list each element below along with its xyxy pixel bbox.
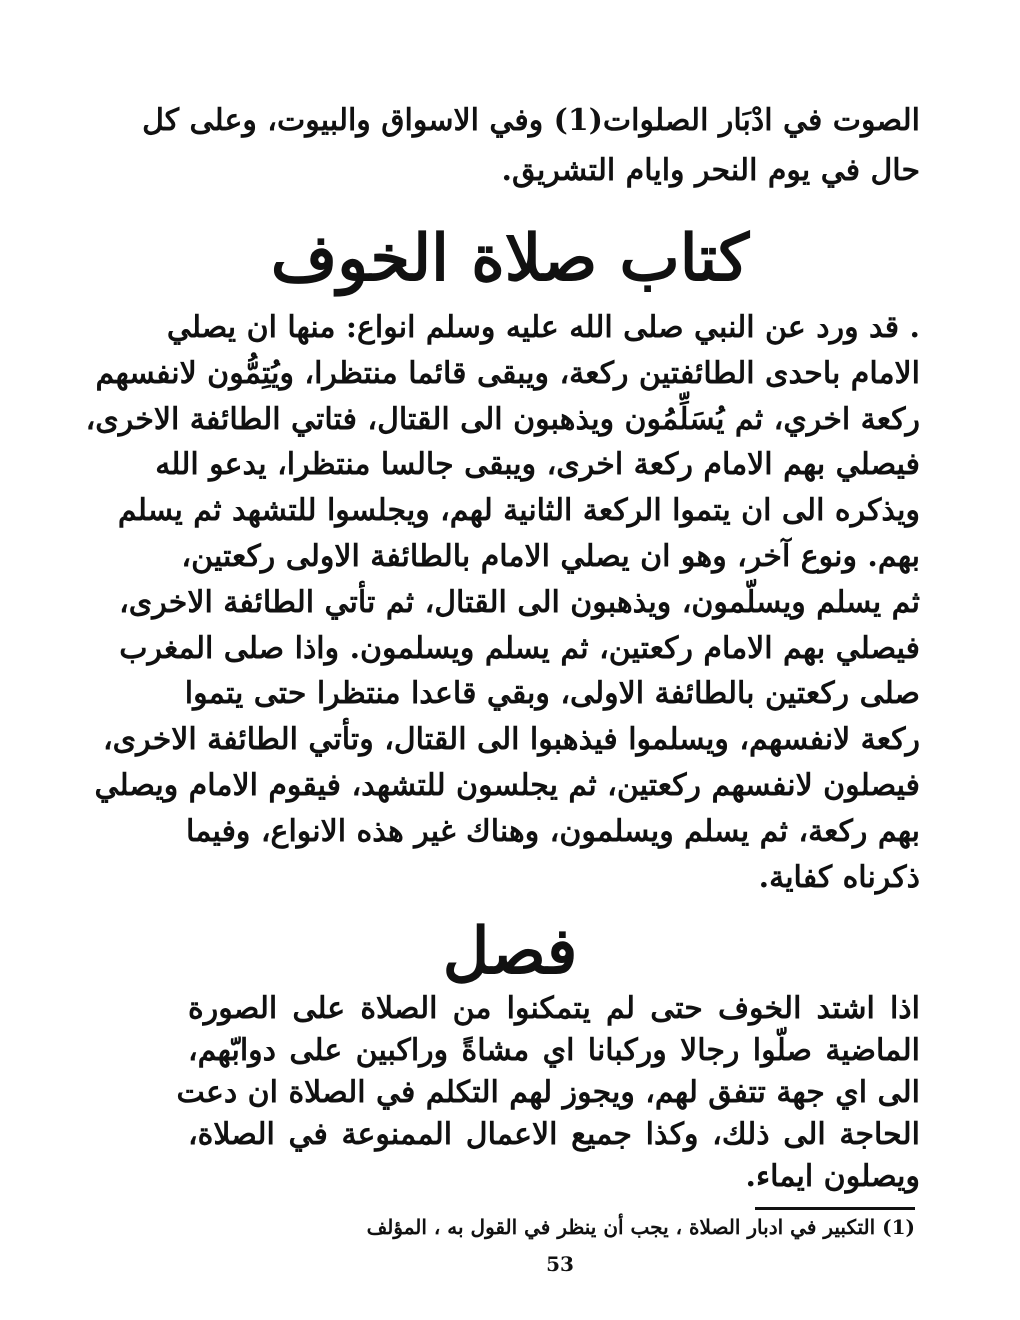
paragraph-line: الحاجة الى ذلك، وكذا جميع الاعمال الممنوعة في الصلاة، (188, 1117, 920, 1152)
intro-line: الصوت في ادْبَار الصلوات(1) وفي الاسواق والبيوت، وعلى كل (142, 103, 920, 138)
paragraph-line: بهم ركعة، ثم يسلم ويسلمون، وهناك غير هذه الانواع، وفيما (186, 813, 920, 849)
intro-line: حال في يوم النحر وايام التشريق. (501, 153, 920, 188)
paragraph-line: . قد ورد عن النبي صلى الله عليه وسلم انواع: منها ان يصلي (166, 310, 920, 345)
paragraph-line: ويذكره الى ان يتموا الركعة الثانية لهم، ويجلسوا للتشهد ثم يسلم (117, 493, 920, 529)
paragraph-line: الى اي جهة تتفق لهم، ويجوز لهم التكلم في الصلاة ان دعت (176, 1075, 920, 1110)
paragraph-line: ركعة اخري، ثم يُسَلِّمُون ويذهبون الى القتال، فتاتي الطائفة الاخرى، (85, 401, 920, 437)
paragraph-line: ركعة لانفسهم، ويسلموا فيذهبوا الى القتال، وتأتي الطائفة الاخرى، (103, 722, 920, 758)
paragraph-line: ويصلون ايماء. (745, 1159, 920, 1194)
section-title: فصل (442, 914, 578, 989)
footnote-separator (755, 1207, 915, 1210)
paragraph-line: الماضية صلّوا رجالا وركبانا اي مشاةً وراكبين على دوابّهم، (188, 1033, 920, 1068)
paragraph-line: فيصلون لانفسهم ركعتين، ثم يجلسون للتشهد، فيقوم الامام ويصلي (94, 767, 920, 803)
section-paragraph (176, 988, 920, 1198)
chapter-title: كتاب صلاة الخوف (270, 221, 750, 296)
footnote: (1) التكبير في ادبار الصلاة ، يجب أن ينظر في القول به ، المؤلف (366, 1215, 915, 1239)
paragraph-line: فيصلي بهم الامام ركعتين، ثم يسلم ويسلمون. واذا صلى المغرب (119, 630, 920, 666)
paragraph-line: بهم. ونوع آخر، وهو ان يصلي الامام بالطائفة الاولى ركعتين، (181, 538, 920, 574)
paragraph-line: ثم يسلم ويسلّمون، ويذهبون الى القتال، ثم تأتي الطائفة الاخرى، (119, 584, 920, 620)
page-number: 53 (546, 1252, 574, 1276)
paragraph-line: صلى ركعتين بالطائفة الاولى، وبقي قاعدا منتظرا حتى يتموا (184, 676, 920, 712)
paragraph-line: اذا اشتد الخوف حتى لم يتمكنوا من الصلاة على الصورة (188, 991, 920, 1026)
paragraph-line: ذكرناه كفاية. (758, 859, 920, 895)
intro-paragraph (142, 96, 920, 196)
paragraph-line: الامام باحدى الطائفتين ركعة، ويبقى قائما منتظرا، ويُتِمُّون لانفسهم (95, 355, 920, 391)
main-paragraph (85, 305, 920, 900)
paragraph-line: فيصلي بهم الامام ركعة اخرى، ويبقى جالسا منتظرا، يدعو الله (155, 447, 920, 483)
